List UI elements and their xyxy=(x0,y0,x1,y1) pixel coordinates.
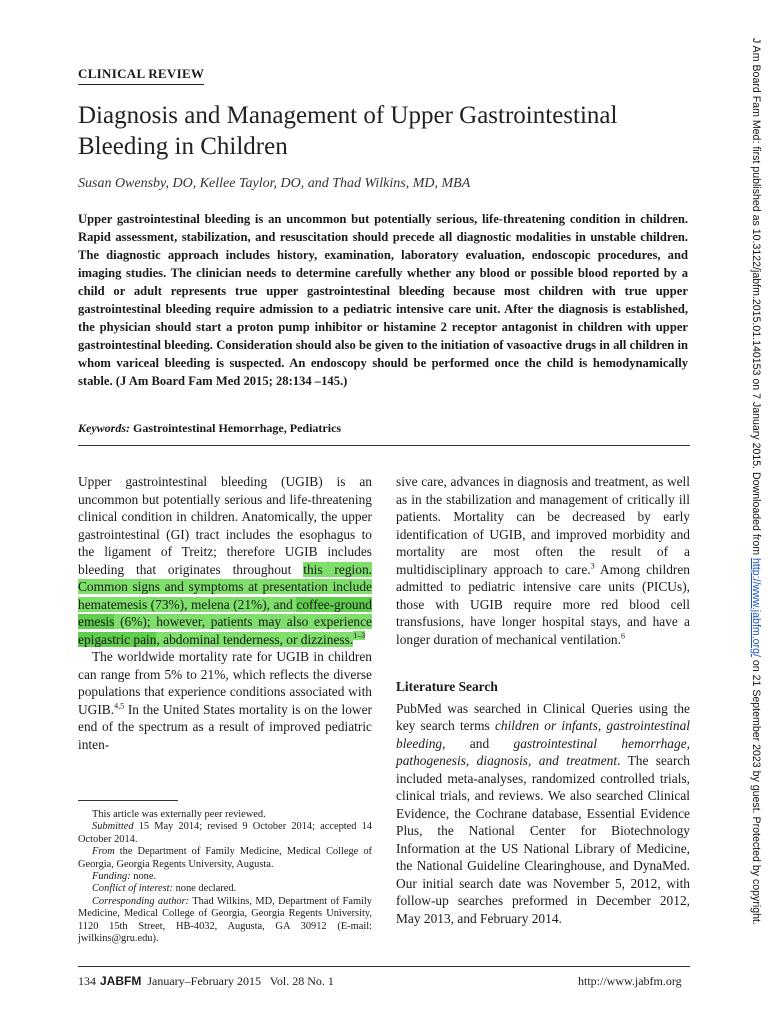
highlight-1[interactable]: this region. Common signs and symptoms at presentation include hematemesis (73%), melena (21%), and xyxy=(78,561,372,612)
ref-superscript: 4,5 xyxy=(114,701,125,711)
footnote-funding: Funding: none. xyxy=(92,871,157,883)
side-download-note: J Am Board Fam Med: first published as 10.3122/jabfm.2015.01.140153 on 7 January 2015. Downloaded from http://www.jabfm.org/ on 21 September 2023 by guest. Protected by copyright. xyxy=(750,38,762,925)
abstract: Upper gastrointestinal bleeding is an uncommon but potentially serious, life-threatening condition in children. Rapid assessment, stabilization, and resuscitation should precede all diagnostic modalities in unstable children. The diagnostic approach includes history, examination, laboratory evaluation, endoscopic procedures, and imaging studies. The clinician needs to determine carefully whether any blood or possible blood reported by a child or adult represents true upper gastrointestinal bleeding because most children with true upper gastrointestinal bleeding require admission to a pediatric intensive care unit. After the diagnosis is established, the physician should start a proton pump inhibitor or histamine 2 receptor antagonist in children with upper gastrointestinal bleeding. Consideration should also be given to the initiation of vasoactive drugs in all children in whom variceal bleeding is suspected. An endoscopy should be performed once the child is hemodynamically stable. (J Am Board Fam Med 2015; 28:134 –145.) xyxy=(78,212,688,388)
footnote-corresponding: Corresponding author: Thad Wilkins, MD, Department of Family Medicine, Medical College of Georgia, Georgia Regents University, 1120 15th Street, HB-4032, Augusta, GA 30912 (E-mail: jwilkins@gru.edu). xyxy=(78,895,372,945)
highlight-2[interactable]: coffee-ground emesis xyxy=(78,596,372,629)
side-note-link[interactable]: http://www.jabfm.org/ xyxy=(750,558,762,657)
divider-rule xyxy=(78,445,690,446)
footnotes xyxy=(78,809,372,945)
page-number: 134 xyxy=(78,974,96,988)
mortality-text: The worldwide mortality rate for UGIB in children can range from 5% to 21%, which reflects the diverse populations that experience conditions associated with UGIB. xyxy=(78,649,372,717)
issue-info: January–February 2015 Vol. 28 No. 1 xyxy=(147,974,334,988)
mortality-paragraph xyxy=(78,648,372,753)
icu-paragraph: sive care, advances in diagnosis and treatment, as well as in the stabilization and management of critically ill patients. Mortality can be decreased by early identification of UGIB, and improved morbidity and mortality are most often the result of a multidisciplinary approach to care.$^3$ Among children admitted to pediatric intensive care units (PICUs), those with UGIB require more red blood cell transfusions, have longer hospital stays, and have a longer duration of mechanical ventilation.$^6$ xyxy=(396,474,690,647)
footnote-rule xyxy=(78,800,178,801)
highlight-3[interactable]: (6%); however, patients may also experience xyxy=(114,614,372,629)
footnote-from: From the Department of Family Medicine, Medical College of Georgia, Georgia Regents University, Augusta. xyxy=(78,846,372,870)
journal-name: JABFM xyxy=(100,974,142,988)
article-title: Diagnosis and Management of Upper Gastrointestinal Bleeding in Children xyxy=(78,102,618,160)
keywords-value: Gastrointestinal Hemorrhage, Pediatrics xyxy=(133,421,342,435)
mortality-text-cont: In the United States mortality is on the lower end of the spectrum as a result of improved pediatric inten- xyxy=(78,701,372,752)
section-heading-literature-search: Literature Search xyxy=(396,679,498,694)
journal-url[interactable]: http://www.jabfm.org xyxy=(578,974,682,988)
right-column xyxy=(396,473,690,927)
footnote-peer-review: This article was externally peer reviewed. xyxy=(92,809,266,820)
footnote-submitted: Submitted 15 May 2014; revised 9 October 2014; accepted 14 October 2014. xyxy=(78,821,372,845)
keywords xyxy=(78,421,341,436)
literature-paragraph: PubMed was searched in Clinical Queries using the key search terms children or infants, gastrointestinal bleeding, and gastrointestinal hemorrhage, pathogenesis, diagnosis, and treatment. The search included meta-analyses, randomized controlled trials, clinical trials, and reviews. We also searched Clinical Evidence, the Cochrane database, Essential Evidence Plus, the National Center for Biotechnology Information at the US National Library of Medicine, the National Guideline Clearinghouse, and DynaMed. Our initial search date was November 5, 2012, with follow-up searches preformed in December 2012, May 2013, and February 2014. xyxy=(396,700,690,926)
footer-rule xyxy=(78,966,690,967)
left-column xyxy=(78,473,372,753)
ref-superscript: 6 xyxy=(620,631,625,641)
section-label: CLINICAL REVIEW xyxy=(78,66,204,85)
highlight-4[interactable]: epigastric pain xyxy=(78,631,157,647)
intro-text: Upper gastrointestinal bleeding (UGIB) is an uncommon but potentially serious and life-threatening clinical condition in children. Anatomically, the upper gastrointestinal (GI) tract includes the esophagus to the ligament of Treitz; therefore UGIB includes bleeding that originates throughout xyxy=(78,474,372,577)
ref-superscript: 3 xyxy=(590,561,595,571)
footer-left xyxy=(78,974,334,989)
highlight-5[interactable]: , abdominal tenderness, or dizziness. xyxy=(156,631,354,647)
intro-paragraph xyxy=(78,473,372,648)
article-authors: Susan Owensby, DO, Kellee Taylor, DO, and Thad Wilkins, MD, MBA xyxy=(78,176,471,191)
keywords-label: Keywords: xyxy=(78,421,130,435)
ref-superscript: 1–3 xyxy=(353,631,366,641)
footnote-conflict: Conflict of interest: none declared. xyxy=(92,883,237,895)
